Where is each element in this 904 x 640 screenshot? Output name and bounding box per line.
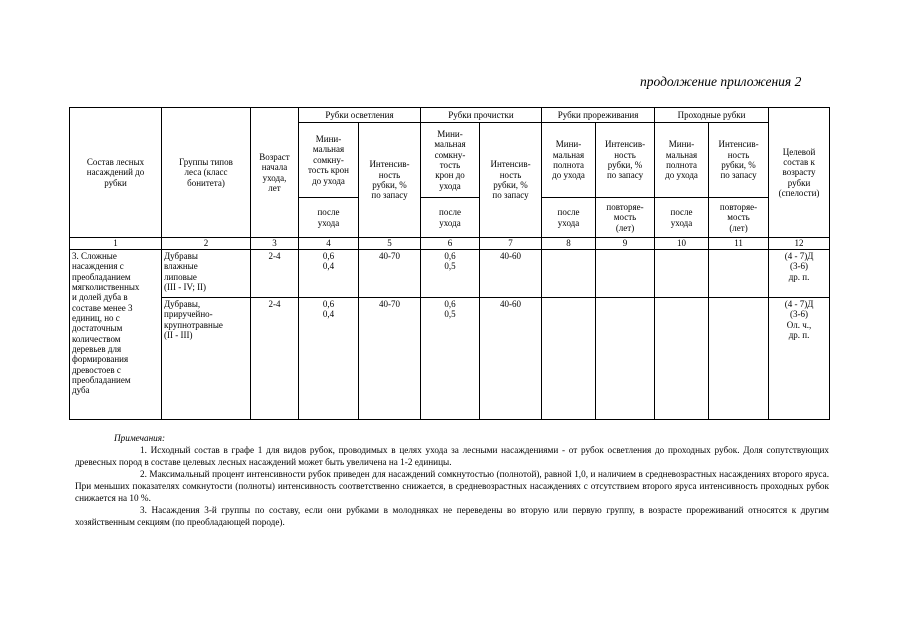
header-osvetlenie: Рубки осветления	[299, 108, 421, 123]
header-forest-type-groups: Группы типов леса (класс бонитета)	[162, 108, 251, 238]
cell-osv-density: 0,6 0,4	[299, 298, 359, 420]
header-prk-intensity: Интенсив- ность рубки, % по запасу	[709, 123, 769, 198]
header-rez-after: после ухода	[542, 198, 596, 238]
header-prk-min-fullness: Мини- мальная полнота до ухода	[655, 123, 709, 198]
cell-pro-density: 0,6 0,5	[421, 250, 480, 298]
forest-care-table	[69, 107, 830, 420]
cell-prk-intensity	[709, 250, 769, 298]
header-start-age: Возраст начала ухода, лет	[251, 108, 299, 238]
cell-forest-group: Дубравы влажные липовые (III - IV; II)	[162, 250, 251, 298]
column-number: 11	[709, 238, 769, 250]
header-target-composition: Целевой состав к возрасту рубки (спелости)	[769, 108, 830, 238]
header-row-groups	[70, 108, 830, 123]
column-number: 12	[769, 238, 830, 250]
header-prochistki: Рубки прочистки	[421, 108, 542, 123]
header-osv-min-density: Мини- мальная сомкну- тость крон до ухода	[299, 123, 359, 198]
header-osv-after: после ухода	[299, 198, 359, 238]
header-prk-after: после ухода	[655, 198, 709, 238]
header-pro-min-density: Мини- мальная сомкну- тость крон до ухода	[421, 123, 480, 198]
column-number: 10	[655, 238, 709, 250]
header-rez-repeat: повторяе- мость (лет)	[596, 198, 655, 238]
header-prokhodnye: Проходные рубки	[655, 108, 769, 123]
notes-section	[75, 433, 829, 529]
column-number: 9	[596, 238, 655, 250]
note-item: 2. Максимальный процент интенсивности рубок приведен для насаждений сомкнутостью (полнотой), равной 1,0, и наличием в средневозрастных насаждениях второго яруса. При меньших показателях сомкнутости (полноты) интенсивность соответственно снижается, в средневозрастных насаждениях с отсутствием второго яруса интенсивность проходных рубок снижается на 10 %.	[75, 468, 829, 503]
cell-pro-density: 0,6 0,5	[421, 298, 480, 420]
column-number: 6	[421, 238, 480, 250]
header-osv-intensity: Интенсив- ность рубки, % по запасу	[359, 123, 421, 238]
note-item: 3. Насаждения 3-й группы по составу, если они рубками в молодняках не переведены во вторую или первую группу, в возрасте прореживаний относятся к другим хозяйственным секциям (по преобладающей породе).	[75, 504, 829, 527]
header-prorezhivanie: Рубки прореживания	[542, 108, 655, 123]
cell-prk-fullness	[655, 250, 709, 298]
header-prk-repeat: повторяе- мость (лет)	[709, 198, 769, 238]
header-rez-intensity: Интенсив- ность рубки, % по запасу	[596, 123, 655, 198]
cell-age: 2-4	[251, 250, 299, 298]
notes-title: Примечания:	[114, 433, 166, 443]
note-item: 1. Исходный состав в графе 1 для видов рубок, проводимых в целях ухода за лесными насаждениями - от рубок осветления до проходных рубок. Доля сопутствующих древесных пород в составе целевых лесных насаждений может быть увеличена на 1-2 единицы.	[75, 444, 829, 467]
column-number: 2	[162, 238, 251, 250]
header-rez-min-fullness: Мини- мальная полнота до ухода	[542, 123, 596, 198]
cell-pro-intensity: 40-60	[480, 250, 542, 298]
cell-target-composition: (4 - 7)Д (3-6) др. п.	[769, 250, 830, 298]
cell-pro-intensity: 40-60	[480, 298, 542, 420]
column-number: 4	[299, 238, 359, 250]
cell-osv-intensity: 40-70	[359, 250, 421, 298]
table-row	[70, 298, 830, 420]
cell-rez-intensity	[596, 250, 655, 298]
cell-prk-fullness	[655, 298, 709, 420]
header-pro-intensity: Интенсив- ность рубки, % по запасу	[480, 123, 542, 238]
column-number-row	[70, 238, 830, 250]
header-composition: Состав лесных насаждений до рубки	[70, 108, 162, 238]
column-number: 7	[480, 238, 542, 250]
header-pro-after: после ухода	[421, 198, 480, 238]
column-number: 1	[70, 238, 162, 250]
appendix-caption: продолжение приложения 2	[640, 74, 802, 89]
column-number: 3	[251, 238, 299, 250]
cell-prk-intensity	[709, 298, 769, 420]
cell-osv-density: 0,6 0,4	[299, 250, 359, 298]
table-row	[70, 250, 830, 298]
cell-age: 2-4	[251, 298, 299, 420]
cell-target-composition: (4 - 7)Д (3-6) Ол. ч., др. п.	[769, 298, 830, 420]
cell-forest-group: Дубравы, приручейно- крупнотравные (II - III)	[162, 298, 251, 420]
cell-osv-intensity: 40-70	[359, 298, 421, 420]
row-composition: 3. Сложные насаждения с преобладанием мягколиственных и долей дуба в составе менее 3 единиц, но с достаточным количеством деревьев для формирования древостоев с преобладанием дуба	[70, 250, 162, 420]
cell-rez-intensity	[596, 298, 655, 420]
column-number: 5	[359, 238, 421, 250]
cell-rez-fullness	[542, 250, 596, 298]
column-number: 8	[542, 238, 596, 250]
cell-rez-fullness	[542, 298, 596, 420]
